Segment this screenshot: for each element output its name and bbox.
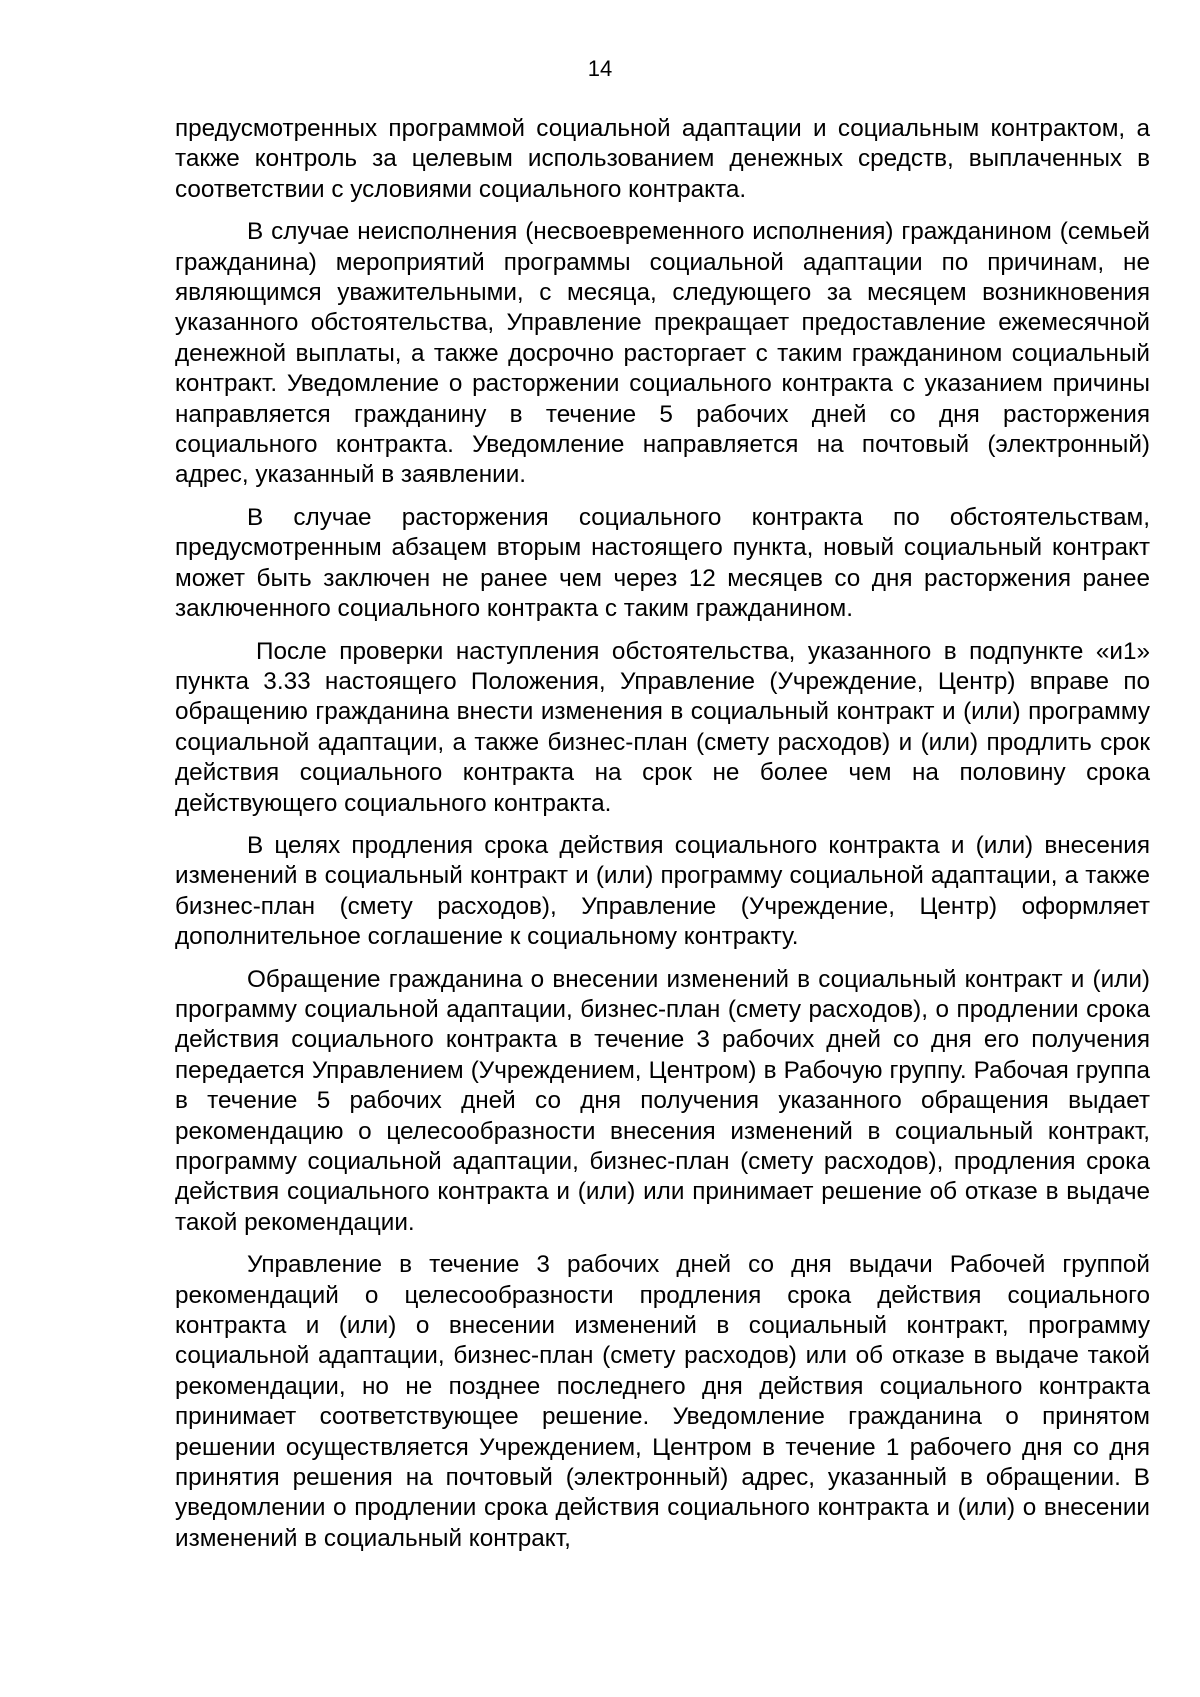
paragraph-continuation: предусмотренных программой социальной адаптации и социальным контрактом, а также контроль за целевым использованием денежных средств, выплаченных в соответствии с условиями социального контракта. [175,115,1150,203]
paragraph-contract-termination: В случае неисполнения (несвоевременного исполнения) гражданином (семьей гражданина) мероприятий программы социальной адаптации по причинам, не являющимся уважительными, с месяца, следующего за месяцем возникновения указанного обстоятельства, Управление прекращает предоставление ежемесячной денежной выплаты, а также досрочно расторгает с таким гражданином социальный контракт. Уведомление о расторжении социального контракта с указанием причины направляется гражданину в течение 5 рабочих дней со дня расторжения социального контракта. Уведомление направляется на почтовый (электронный) адрес, указанный в заявлении. [175,218,1150,489]
document-body [175,114,1150,1566]
paragraph-new-contract-restriction: В случае расторжения социального контракта по обстоятельствам, предусмотренным абзацем вторым настоящего пункта, новый социальный контракт может быть заключен не ранее чем через 12 месяцев со дня расторжения ранее заключенного социального контракта с таким гражданином. [175,503,1150,623]
paragraph-citizen-request: Обращение гражданина о внесении изменений в социальный контракт и (или) программу социальной адаптации, бизнес-план (смету расходов), о продлении срока действия социального контракта в течение 3 рабочих дней со дня его получения передается Управлением (Учреждением, Центром) в Рабочую группу. Рабочая группа в течение 5 рабочих дней со дня получения указанного обращения выдает рекомендацию о целесообразности внесения изменений в социальный контракт, программу социальной адаптации, бизнес-план (смету расходов), продления срока действия социального контракта и (или) или принимает решение об отказе в выдаче такой рекомендации. [175,965,1150,1236]
page-number: 14 [587,56,613,81]
paragraph-additional-agreement: В целях продления срока действия социального контракта и (или) внесения изменений в социальный контракт и (или) программу социальной адаптации, а также бизнес-план (смету расходов), Управление (Учреждение, Центр) оформляет дополнительное соглашение к социальному контракту. [175,831,1150,951]
paragraph-management-decision: Управление в течение 3 рабочих дней со дня выдачи Рабочей группой рекомендаций о целесообразности продления срока действия социального контракта и (или) о внесении изменений в социальный контракт, программу социальной адаптации, бизнес-план (смету расходов) или об отказе в выдаче такой рекомендации, но не позднее последнего дня действия социального контракта принимает соответствующее решение. Уведомление гражданина о принятом решении осуществляется Учреждением, Центром в течение 1 рабочего дня со дня принятия решения на почтовый (электронный) адрес, указанный в обращении. В уведомлении о продлении срока действия социального контракта и (или) о внесении изменений в социальный контракт, [175,1251,1150,1552]
paragraph-contract-amendment: После проверки наступления обстоятельства, указанного в подпункте «и1» пункта 3.33 настоящего Положения, Управление (Учреждение, Центр) вправе по обращению гражданина внести изменения в социальный контракт и (или) программу социальной адаптации, а также бизнес-план (смету расходов) и (или) продлить срок действия социального контракта на срок не более чем на половину срока действующего социального контракта. [175,637,1150,817]
